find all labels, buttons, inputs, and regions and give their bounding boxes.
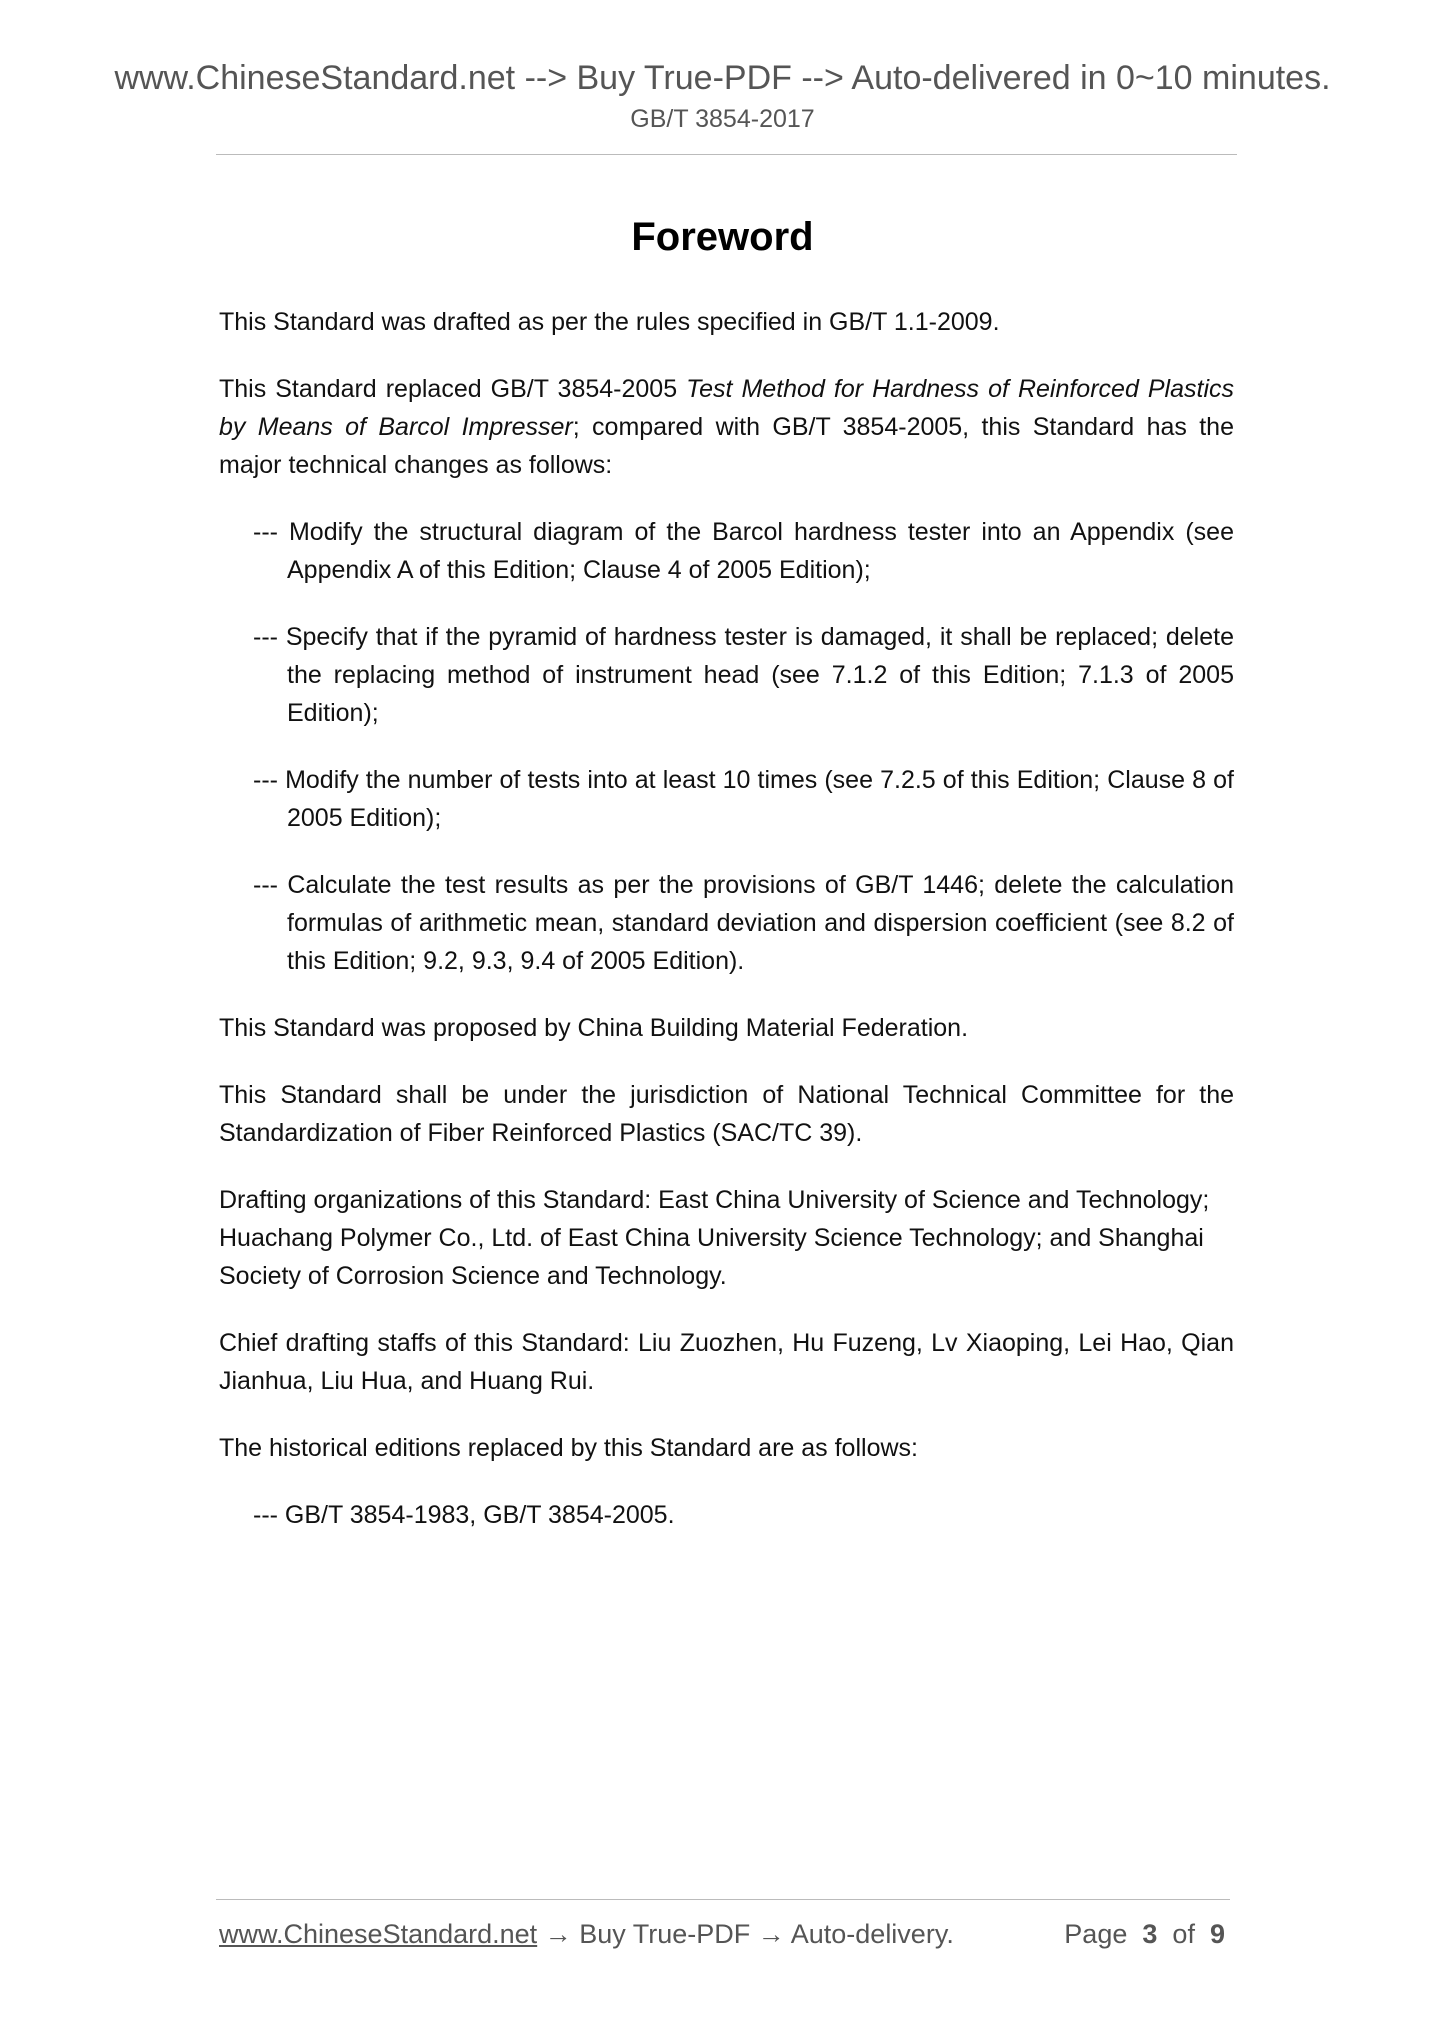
- footer-text: → Buy True-PDF → Auto-delivery.: [537, 1919, 954, 1949]
- paragraph-historical-editions: The historical editions replaced by this Standard are as follows:: [219, 1434, 918, 1462]
- paragraph-drafting-organizations: Drafting organizations of this Standard: East China University of Science and Technology; Huachang Polymer Co., Ltd. of East China University Science Technology; and Shanghai Society of Corrosion Science and Technology.: [219, 1186, 1210, 1290]
- change-item-2: --- Specify that if the pyramid of hardness tester is damaged, it shall be replaced; delete the replacing method of instrument head (see 7.1.2 of this Edition; 7.1.3 of 2005 Edition);: [253, 623, 1234, 727]
- change-item-3: --- Modify the number of tests into at least 10 times (see 7.2.5 of this Edition; Clause 8 of 2005 Edition);: [253, 766, 1234, 832]
- paragraph-drafting-rules: This Standard was drafted as per the rules specified in GB/T 1.1-2009.: [219, 308, 1000, 336]
- footer-site-link[interactable]: www.ChineseStandard.net: [219, 1919, 538, 1949]
- paragraph-proposed-by: This Standard was proposed by China Building Material Federation.: [219, 1014, 969, 1042]
- change-item-1: --- Modify the structural diagram of the Barcol hardness tester into an Appendix (see Appendix A of this Edition; Clause 4 of 2005 Edition);: [253, 518, 1234, 584]
- paragraph-jurisdiction: This Standard shall be under the jurisdiction of National Technical Committee for the Standardization of Fiber Reinforced Plastics (SAC/TC 39).: [219, 1081, 1234, 1147]
- history-item: --- GB/T 3854-1983, GB/T 3854-2005.: [253, 1501, 675, 1529]
- replaced-standard-title: Test Method for Hardness of Reinforced Plastics by Means of Barcol Impresser: [219, 375, 1234, 441]
- header-divider: [216, 154, 1237, 155]
- paragraph-chief-staff: Chief drafting staffs of this Standard: Liu Zuozhen, Hu Fuzeng, Lv Xiaoping, Lei Hao, Qian Jianhua, Liu Hua, and Huang Rui.: [219, 1329, 1234, 1395]
- page-footer: [219, 1917, 1225, 1951]
- paragraph-replacement: [219, 370, 1234, 484]
- change-item-4: --- Calculate the test results as per the provisions of GB/T 1446; delete the calculation formulas of arithmetic mean, standard deviation and dispersion coefficient (see 8.2 of this Edition; 9.2, 9.3, 9.4 of 2005 Edition).: [253, 871, 1234, 975]
- document-body: [219, 303, 1234, 1563]
- page-title: Foreword: [631, 215, 814, 259]
- standard-code: GB/T 3854-2017: [630, 105, 815, 133]
- page-label: Page: [1064, 1919, 1128, 1949]
- page-number: [1064, 1917, 1225, 1951]
- page-total: 9: [1209, 1919, 1225, 1949]
- page-current: 3: [1142, 1919, 1158, 1949]
- page-of: of: [1172, 1919, 1195, 1949]
- replacement-text-end: ; compared with GB/T 3854-2005, this Standard has the major technical changes as follows:: [219, 413, 1234, 479]
- footer-divider: [216, 1899, 1230, 1900]
- replacement-text-start: This Standard replaced GB/T 3854-2005: [219, 375, 687, 403]
- header-banner: www.ChineseStandard.net --> Buy True-PDF --> Auto-delivered in 0~10 minutes.: [114, 59, 1331, 97]
